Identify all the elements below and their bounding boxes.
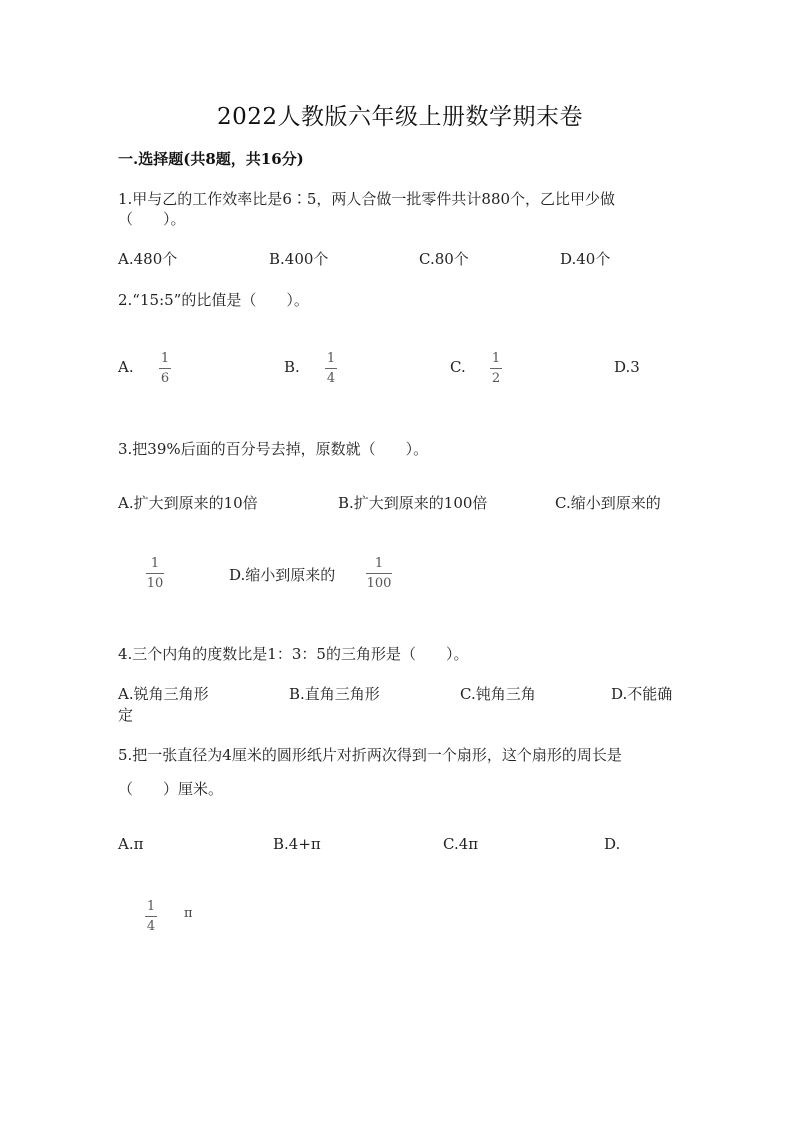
question-4-option-c: C.钝角三角	[460, 685, 536, 703]
question-1-option-b: B.400个	[269, 250, 329, 268]
question-5-text: 5.把一张直径为4厘米的圆形纸片对折两次得到一个扇形，这个扇形的周长是	[118, 746, 622, 764]
question-2-option-d: D.3	[614, 358, 640, 376]
question-4-option-a: A.锐角三角形	[118, 685, 209, 703]
question-4-option-d-cont: 定	[118, 706, 134, 724]
question-4-text: 4.三个内角的度数比是1：3：5的三角形是（ ）。	[118, 645, 469, 663]
fraction-numerator: 1	[160, 351, 170, 366]
question-3-option-d-fraction	[366, 556, 392, 591]
question-5-option-a: A.π	[118, 835, 144, 853]
question-3-text: 3.把39%后面的百分号去掉，原数就（ ）。	[118, 440, 429, 458]
question-4-option-b: B.直角三角形	[289, 685, 380, 703]
page-title: 2022人教版六年级上册数学期末卷	[216, 104, 584, 130]
question-2-text: 2.“15:5”的比值是（ ）。	[118, 291, 309, 309]
question-2-option-b-label: B.	[284, 358, 300, 376]
question-5-option-b: B.4+π	[273, 835, 321, 853]
question-5-option-c: C.4π	[443, 835, 479, 853]
fraction-denominator: 10	[146, 576, 164, 591]
fraction-bar	[146, 573, 164, 574]
section-heading: 一.选择题(共8题，共16分)	[118, 150, 304, 168]
question-2-option-c-label: C.	[450, 358, 466, 376]
fraction-numerator: 1	[491, 351, 501, 366]
question-2-option-a-fraction	[159, 351, 171, 386]
question-3-option-d-label: D.缩小到原来的	[229, 566, 336, 584]
question-1-text-cont: （ ）。	[118, 210, 186, 228]
question-5-option-d-label: D.	[604, 835, 621, 853]
fraction-numerator: 1	[146, 899, 156, 914]
question-5-option-d-fraction	[145, 899, 157, 934]
fraction-denominator: 6	[160, 371, 170, 386]
fraction-bar	[366, 573, 392, 574]
fraction-denominator: 100	[366, 576, 392, 591]
question-1-option-c: C.80个	[419, 250, 469, 268]
fraction-bar	[159, 368, 171, 369]
fraction-denominator: 2	[491, 371, 501, 386]
fraction-denominator: 4	[326, 371, 336, 386]
question-3-option-b: B.扩大到原来的100倍	[338, 494, 488, 512]
fraction-numerator: 1	[150, 556, 160, 571]
question-5-text-cont: （ ）厘米。	[118, 780, 224, 798]
question-4-option-d: D.不能确	[611, 685, 673, 703]
question-1-option-d: D.40个	[560, 250, 611, 268]
fraction-denominator: 4	[146, 919, 156, 934]
question-5-option-d-pi: π	[184, 906, 193, 921]
fraction-bar	[325, 368, 337, 369]
question-2-option-b-fraction	[325, 351, 337, 386]
fraction-bar	[145, 916, 157, 917]
question-1-text: 1.甲与乙的工作效率比是6∶5，两人合做一批零件共计880个，乙比甲少做	[118, 190, 616, 208]
fraction-bar	[490, 368, 502, 369]
question-2-option-c-fraction	[490, 351, 502, 386]
question-1-option-a: A.480个	[118, 250, 178, 268]
fraction-numerator: 1	[326, 351, 336, 366]
question-3-option-c-label: C.缩小到原来的	[555, 494, 661, 512]
question-3-option-a: A.扩大到原来的10倍	[118, 494, 258, 512]
question-2-option-a-label: A.	[118, 358, 134, 376]
fraction-numerator: 1	[374, 556, 384, 571]
question-3-option-c-fraction	[146, 556, 164, 591]
